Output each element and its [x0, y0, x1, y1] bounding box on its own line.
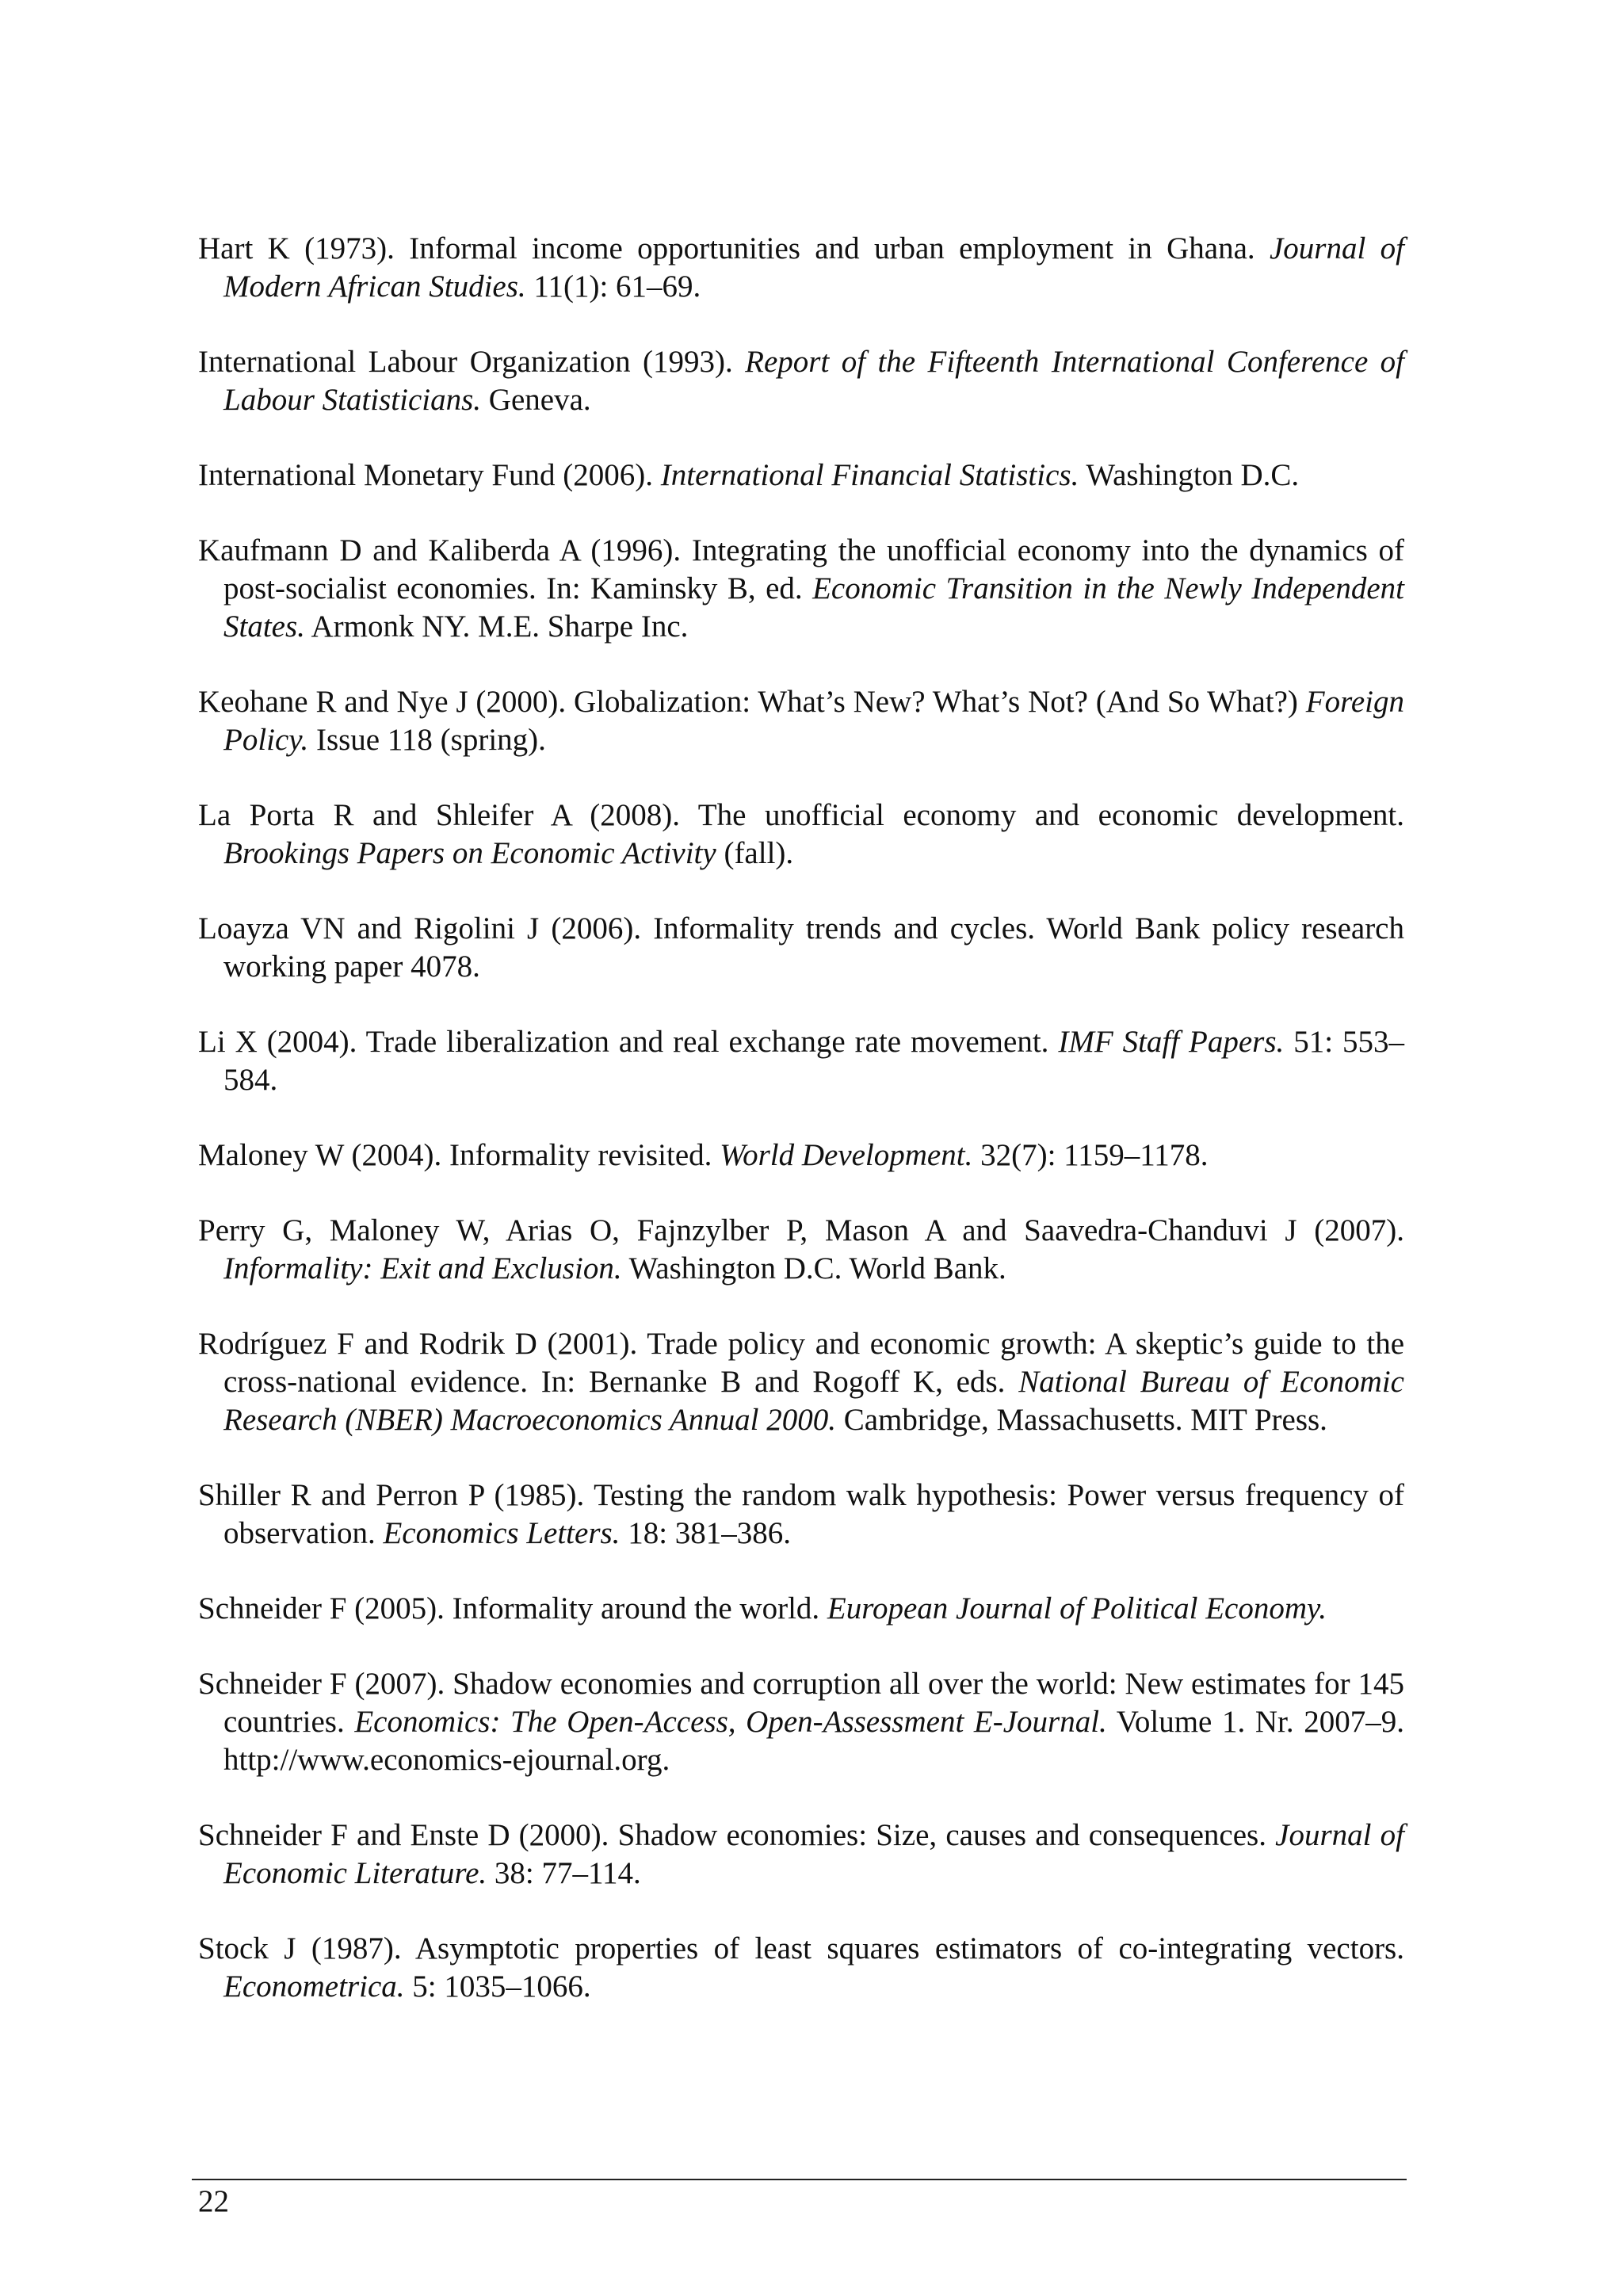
reference-text: Cambridge, Massachusetts. MIT Press. — [835, 1403, 1327, 1437]
reference-text: 11(1): 61–69. — [525, 269, 701, 304]
reference-source-title: National Bureau of Economic Research (NBER) Macroeconomics Annual 2000. — [223, 1365, 1404, 1437]
reference-text: Perry G, Maloney W, Arias O, Fajnzylber P, Mason A and Saavedra-Chanduvi J (2007). — [198, 1213, 1404, 1247]
reference-entry — [198, 457, 1404, 495]
reference-entry — [198, 343, 1404, 419]
reference-entry — [198, 1817, 1404, 1893]
reference-entry — [198, 1590, 1404, 1628]
reference-text: Volume 1. Nr. 2007–9. http://www.economics-ejournal.org. — [223, 1705, 1404, 1777]
reference-entry — [198, 797, 1404, 873]
reference-text: Armonk NY. M.E. Sharpe Inc. — [304, 609, 689, 644]
reference-source-title: Journal of Modern African Studies. — [223, 231, 1404, 304]
reference-text: 32(7): 1159–1178. — [972, 1138, 1209, 1172]
reference-text: 5: 1035–1066. — [404, 1969, 591, 2004]
reference-entry — [198, 910, 1404, 986]
reference-source-title: Brookings Papers on Economic Activity — [223, 836, 716, 870]
reference-text: Kaufmann D and Kaliberda A (1996). Integrating the unofficial economy into the dynamics of post-socialist economies. In: Kaminsky B, ed. — [198, 533, 1404, 606]
reference-text: La Porta R and Shleifer A (2008). The unofficial economy and economic development. — [198, 798, 1404, 832]
reference-entry — [198, 230, 1404, 306]
reference-list — [198, 230, 1404, 2043]
reference-text: Schneider F (2005). Informality around the world. — [198, 1591, 827, 1626]
reference-source-title: Informality: Exit and Exclusion. — [223, 1251, 622, 1286]
reference-text: Maloney W (2004). Informality revisited. — [198, 1138, 720, 1172]
reference-source-title: IMF Staff Papers. — [1058, 1025, 1285, 1059]
reference-source-title: Econometrica. — [223, 1969, 405, 2004]
page-number: 22 — [198, 2184, 229, 2218]
reference-text: 18: 381–386. — [620, 1516, 792, 1550]
reference-text: 51: 553–584. — [223, 1025, 1404, 1097]
reference-text: Li X (2004). Trade liberalization and real exchange rate movement. — [198, 1025, 1059, 1059]
reference-entry — [198, 1137, 1404, 1175]
reference-entry — [198, 1477, 1404, 1553]
reference-entry — [198, 1325, 1404, 1439]
reference-text: Washington D.C. — [1079, 458, 1300, 492]
reference-text: International Labour Organization (1993). — [198, 345, 746, 379]
reference-text: Schneider F (2007). Shadow economies and corruption all over the world: New estimates for 145 countries. — [198, 1667, 1404, 1739]
reference-entry — [198, 1023, 1404, 1099]
reference-entry — [198, 1665, 1404, 1779]
reference-text: Stock J (1987). Asymptotic properties of least squares estimators of co-integrating vectors. — [198, 1931, 1404, 1966]
reference-text: Loayza VN and Rigolini J (2006). Informality trends and cycles. World Bank policy research working paper 4078. — [198, 911, 1404, 984]
footer-divider — [192, 2179, 1407, 2180]
reference-entry — [198, 1930, 1404, 2006]
reference-text: International Monetary Fund (2006). — [198, 458, 661, 492]
reference-text: Keohane R and Nye J (2000). Globalization: What’s New? What’s Not? (And So What?) — [198, 685, 1306, 719]
reference-text: (fall). — [716, 836, 794, 870]
reference-source-title: International Financial Statistics. — [660, 458, 1079, 492]
reference-entry — [198, 532, 1404, 646]
reference-source-title: European Journal of Political Economy. — [827, 1591, 1327, 1626]
reference-text: Schneider F and Enste D (2000). Shadow economies: Size, causes and consequences. — [198, 1818, 1276, 1852]
reference-source-title: Foreign Policy. — [223, 685, 1404, 757]
reference-source-title: Journal of Economic Literature. — [223, 1818, 1404, 1890]
reference-text: Shiller R and Perron P (1985). Testing the random walk hypothesis: Power versus frequency of observation. — [198, 1478, 1404, 1550]
reference-source-title: Economics: The Open-Access, Open-Assessment E-Journal. — [354, 1705, 1107, 1739]
reference-text: 38: 77–114. — [487, 1856, 641, 1890]
reference-text: Rodríguez F and Rodrik D (2001). Trade policy and economic growth: A skeptic’s guide to the cross-national evidence. In: Bernanke B and Rogoff K, eds. — [198, 1327, 1404, 1399]
reference-source-title: Economics Letters. — [383, 1516, 621, 1550]
reference-text: Hart K (1973). Informal income opportunities and urban employment in Ghana. — [198, 231, 1270, 266]
reference-entry — [198, 683, 1404, 759]
reference-source-title: Report of the Fifteenth International Conference of Labour Statisticians. — [223, 345, 1404, 417]
reference-entry — [198, 1212, 1404, 1288]
reference-text: Issue 118 (spring). — [308, 723, 546, 757]
reference-source-title: World Development. — [720, 1138, 973, 1172]
reference-text: Washington D.C. World Bank. — [621, 1251, 1006, 1286]
reference-text: Geneva. — [481, 383, 591, 417]
reference-source-title: Economic Transition in the Newly Independent States. — [223, 571, 1404, 644]
